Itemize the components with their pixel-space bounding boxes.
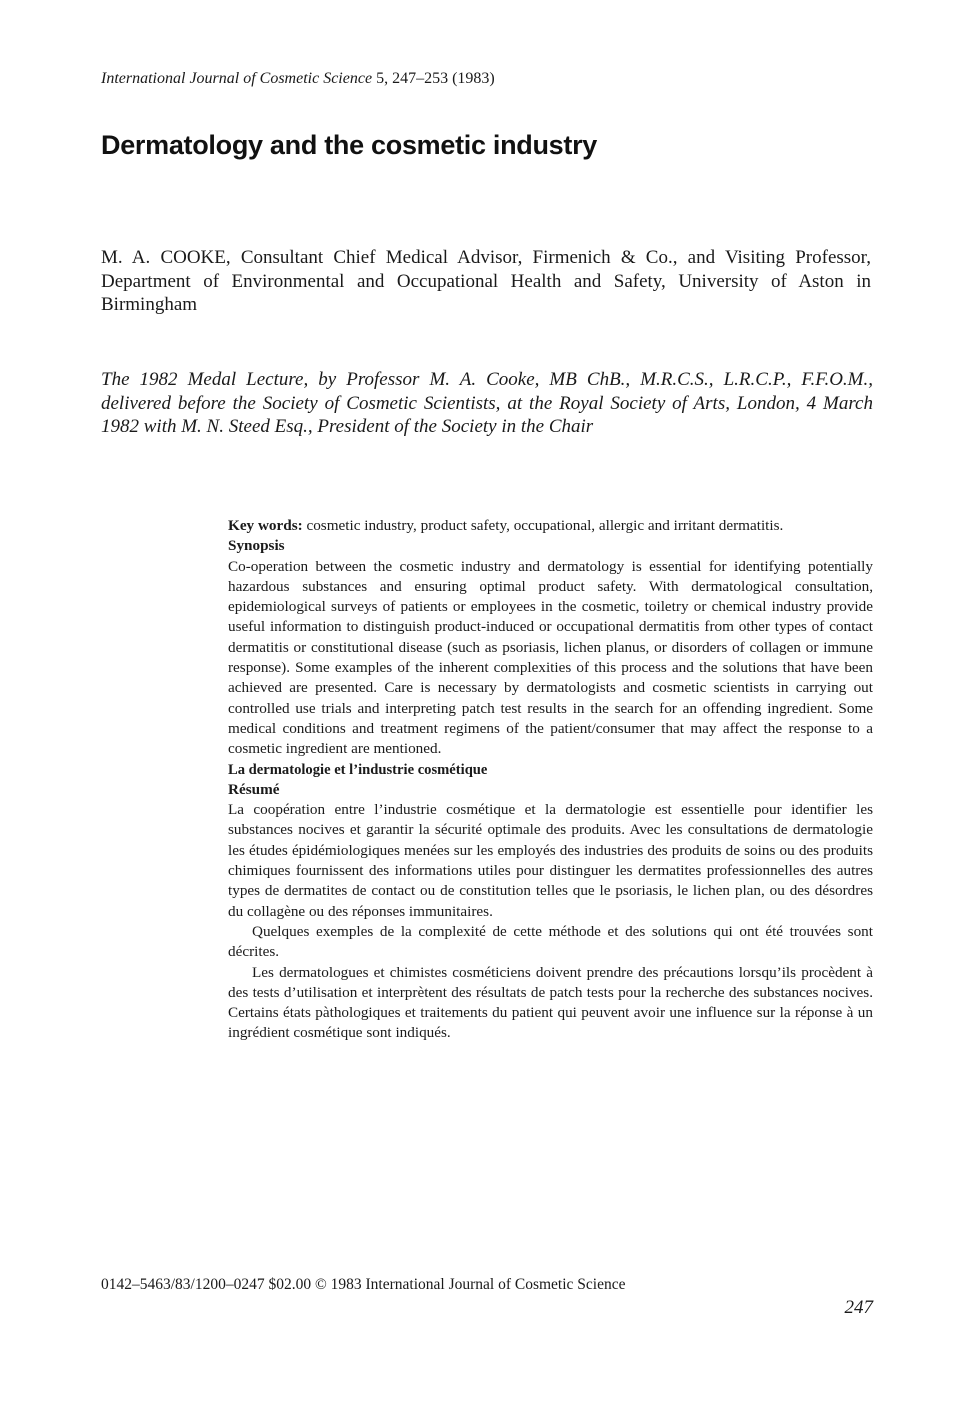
french-title: La dermatologie et l’industrie cosmétique xyxy=(228,761,488,778)
synopsis-text: Co-operation between the cosmetic industry and dermatology is essential for identifying potentially hazardous substances and ensuring optimal product safety. With dermatological consultation, epidemiological surveys of patients or employees in the cosmetic, toiletry or chemical industry provide useful information to distinguish product-induced or occupational dermatitis from other types of contact dermatitis or constitutional disease (such as psoriasis, lichen planus, or disorders of collagen or immune response). Some examples of the inherent complexities of this process and the solutions that have been achieved are presented. Care is necessary by dermatologists and cosmetic scientists in carrying out controlled use trials and interpreting patch test results in the search for an offending ingredient. Some medical conditions and treatment regimens of the patient/consumer that may affect the response to a cosmetic ingredient are mentioned. xyxy=(228,557,873,758)
journal-name: International Journal of Cosmetic Science xyxy=(101,70,373,87)
abstract-block xyxy=(228,516,873,1044)
article-title: Dermatology and the cosmetic industry xyxy=(101,130,598,160)
copyright-line: 0142–5463/83/1200–0247 $02.00 © 1983 International Journal of Cosmetic Science xyxy=(101,1276,626,1293)
page-number: 247 xyxy=(844,1297,873,1318)
journal-reference: 5, 247–253 (1983) xyxy=(372,70,495,87)
synopsis-heading: Synopsis xyxy=(228,537,285,555)
author-affiliation: M. A. COOKE, Consultant Chief Medical Advisor, Firmenich & Co., and Visiting Professor, Department of Environmental and Occupational Health and Safety, University of Aston in Birmingham xyxy=(101,247,871,315)
lecture-note: The 1982 Medal Lecture, by Professor M. A. Cooke, MB ChB., M.R.C.S., L.R.C.P., F.F.O.M., delivered before the Society of Cosmetic Scientists, at the Royal Society of Arts, London, 4 March 1982 with M. N. Steed Esq., President of the Society in the Chair xyxy=(101,369,873,437)
keywords-label: Key words: xyxy=(228,517,303,534)
keywords xyxy=(228,516,873,536)
resume-paragraph: Les dermatologues et chimistes cosméticiens doivent prendre des précautions lorsqu’ils procèdent à des tests d’utilisation et interprètent des résultats de patch tests pour la recherche des substances nocives. Certains états pàthologiques et traitements du patient qui peuvent avoir une influence sur la réponse à un ingrédient cosmétique sont indiqués. xyxy=(228,963,873,1042)
resume-paragraph: Quelques exemples de la complexité de cette méthode et des solutions qui ont été trouvées sont décrites. xyxy=(228,922,873,961)
keywords-text: cosmetic industry, product safety, occupational, allergic and irritant dermatitis. xyxy=(302,517,784,534)
resume-paragraph: La coopération entre l’industrie cosmétique et la dermatologie est essentielle pour identifier les substances nocives et garantir la sécurité optimale des produits. Avec les consultations de dermatologie les études épidémiologiques menées sur les employés des industries des produits de soins ou des produits chimiques fournissent des informations utiles pour distinguer les dermatites professionnelles des autres types de dermatites de contact ou de constitution telles que le psoriasis, le lichen plan, ou des désordres du collagène ou des réponses immunitaires. xyxy=(228,801,873,920)
journal-citation xyxy=(101,70,495,88)
resume-heading: Résumé xyxy=(228,780,280,798)
